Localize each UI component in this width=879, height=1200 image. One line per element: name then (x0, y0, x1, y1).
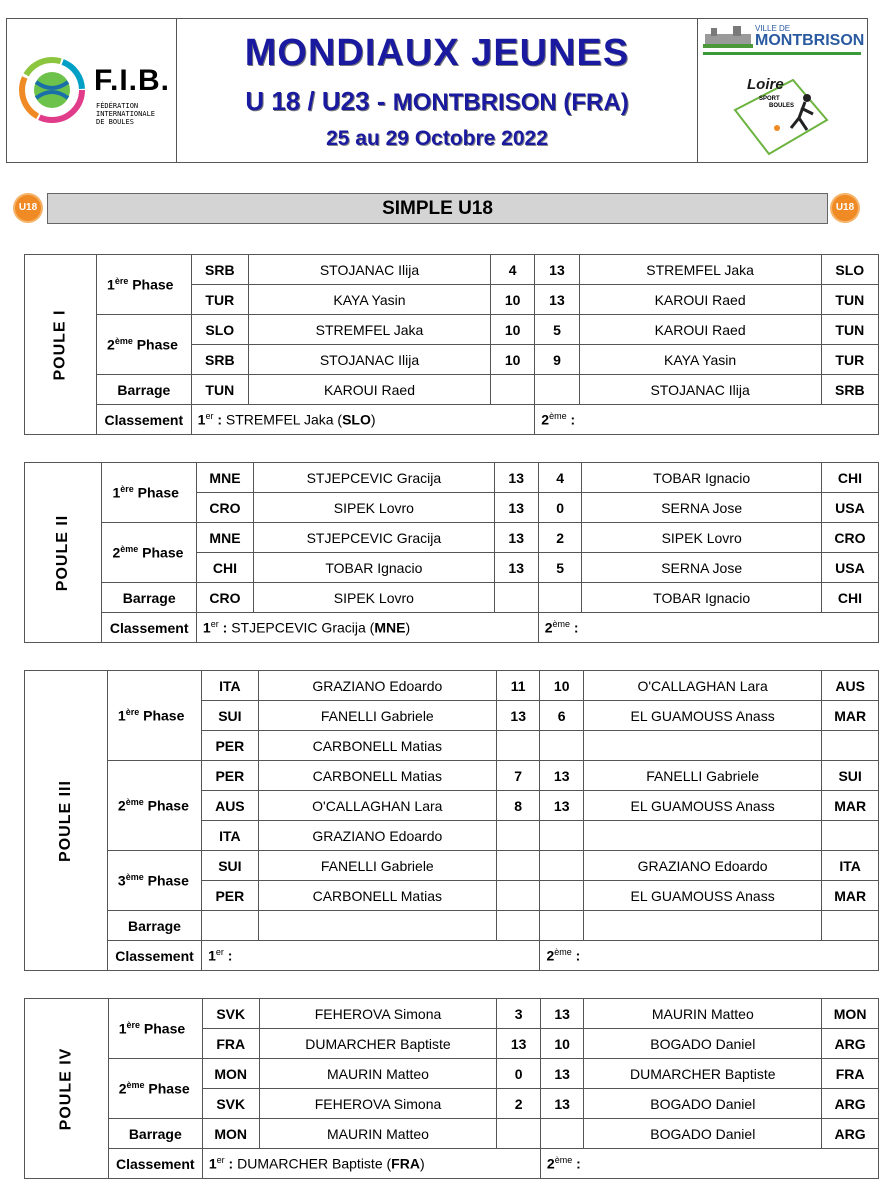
nat-code: SVK (202, 999, 259, 1029)
table-row (25, 1149, 879, 1179)
player-name: MAURIN Matteo (584, 999, 822, 1029)
player-name: GRAZIANO Edoardo (258, 671, 496, 701)
score: 13 (494, 553, 538, 583)
first-place (196, 613, 538, 643)
rank-colon: : (224, 1155, 238, 1172)
rank-num: 2 (546, 947, 555, 964)
score: 4 (538, 463, 582, 493)
score (540, 911, 584, 941)
player-name: GRAZIANO Edoardo (583, 851, 821, 881)
player-name: DUMARCHER Baptiste (259, 1029, 497, 1059)
rank-num: 1 (208, 1155, 217, 1172)
score (540, 851, 584, 881)
phase-label (107, 851, 201, 911)
score: 10 (490, 285, 534, 315)
rank-colon: : (570, 619, 579, 636)
player-name (583, 911, 821, 941)
nat-code: CHI (821, 463, 878, 493)
player-name: STJEPCEVIC Gracija (254, 523, 495, 553)
first-name: STJEPCEVIC Gracija ( (231, 619, 375, 636)
score: 11 (496, 671, 540, 701)
poule-name (25, 671, 108, 971)
fib-logo (14, 42, 174, 138)
poule-name (25, 999, 109, 1179)
phase-label (107, 761, 201, 851)
rank-sup: ème (554, 947, 572, 958)
phase-word: Phase (144, 1080, 190, 1097)
rank-sup: er (216, 1155, 225, 1166)
score (494, 583, 538, 613)
phase-num: 2 (112, 544, 121, 561)
player-name: FEHEROVA Simona (259, 999, 497, 1029)
nat-code: SUI (202, 851, 259, 881)
player-name: TOBAR Ignacio (254, 553, 495, 583)
player-name: TOBAR Ignacio (582, 463, 821, 493)
classement-label: Classement (107, 941, 201, 971)
phase-sup: ème (114, 336, 133, 347)
score (540, 821, 584, 851)
second-place (538, 613, 878, 643)
nat-code: CRO (821, 523, 878, 553)
poule-table (24, 670, 879, 971)
nat-code: TUN (821, 315, 878, 345)
first-place (191, 405, 535, 435)
score: 13 (535, 255, 579, 285)
poule-label: POULE I (51, 308, 69, 381)
nat-code: ARG (822, 1119, 879, 1149)
paren: ) (370, 411, 376, 428)
poule-table (24, 998, 879, 1179)
nat-code: AUS (822, 671, 879, 701)
paren: ) (419, 1155, 425, 1172)
score: 13 (540, 999, 583, 1029)
phase-sup: ère (125, 707, 140, 718)
classement-label: Classement (102, 613, 196, 643)
rank-colon: : (572, 1155, 581, 1172)
phase-num: 1 (112, 484, 121, 501)
phase-num: 1 (118, 1020, 127, 1037)
phase-word: Phase (139, 707, 185, 724)
first-place (202, 941, 540, 971)
score: 10 (540, 1029, 583, 1059)
score (538, 583, 582, 613)
table-row (25, 1059, 879, 1089)
score: 3 (497, 999, 540, 1029)
loire-name: Loire (747, 76, 784, 93)
player-name (258, 911, 496, 941)
poule-label: POULE II (54, 514, 72, 591)
phase-word: Phase (132, 336, 178, 353)
score (496, 911, 540, 941)
score: 10 (490, 345, 534, 375)
phase-word: Phase (133, 484, 179, 501)
event-dates: 25 au 29 Octobre 2022 (326, 127, 548, 150)
score: 10 (490, 315, 534, 345)
montbrison-name: MONTBRISON (755, 32, 865, 49)
nat-code: SRB (821, 375, 878, 405)
player-name: STREMFEL Jaka (248, 315, 490, 345)
score: 2 (497, 1089, 540, 1119)
poule-label: POULE III (56, 779, 74, 862)
phase-word: Phase (140, 1020, 186, 1037)
nat-code (822, 731, 879, 761)
phase-num: 2 (118, 1080, 127, 1097)
nat-code (202, 911, 259, 941)
first-nat: MNE (374, 619, 406, 636)
nat-code: SUI (202, 701, 259, 731)
score: 6 (540, 701, 584, 731)
rank-sup: er (205, 411, 214, 422)
score (490, 375, 534, 405)
phase-word: Phase (143, 797, 189, 814)
nat-code: TUN (821, 285, 878, 315)
rank-num: 1 (202, 619, 211, 636)
nat-code: CRO (196, 493, 253, 523)
nat-code: MNE (196, 523, 253, 553)
nat-code: SLO (191, 315, 248, 345)
player-name: BOGADO Daniel (584, 1029, 822, 1059)
score (540, 1119, 583, 1149)
second-place (535, 405, 879, 435)
category-banner: SIMPLE U18 (47, 193, 828, 224)
score (496, 881, 540, 911)
score: 5 (538, 553, 582, 583)
score: 0 (538, 493, 582, 523)
first-nat: SLO (342, 411, 371, 428)
classement-label: Classement (108, 1149, 202, 1179)
table-row (25, 1119, 879, 1149)
score: 13 (540, 791, 584, 821)
rank-num: 2 (546, 1155, 555, 1172)
fib-letters: F.I.B. (94, 64, 171, 97)
phase-sup: ère (126, 1020, 140, 1031)
u18-badge-left: U18 (15, 195, 41, 221)
score (535, 375, 579, 405)
score (496, 821, 540, 851)
table-row (25, 941, 879, 971)
player-name: SIPEK Lovro (254, 493, 495, 523)
score (497, 1119, 540, 1149)
score: 4 (490, 255, 534, 285)
phase-word: Phase (143, 872, 189, 889)
nat-code: TUR (821, 345, 878, 375)
player-name: KAROUI Raed (579, 285, 821, 315)
player-name: FANELLI Gabriele (583, 761, 821, 791)
phase-sup: ère (120, 484, 134, 495)
score: 13 (494, 463, 538, 493)
phase-num: 1 (107, 276, 115, 293)
barrage-label: Barrage (102, 583, 196, 613)
player-name: FANELLI Gabriele (258, 701, 496, 731)
table-row (25, 583, 879, 613)
score: 13 (535, 285, 579, 315)
score: 13 (494, 523, 538, 553)
first-place (202, 1149, 540, 1179)
second-place (540, 941, 879, 971)
table-row (25, 255, 879, 285)
rank-sup: ème (554, 1155, 573, 1166)
nat-code: MON (822, 999, 879, 1029)
player-name: KAYA Yasin (579, 345, 821, 375)
barrage-label: Barrage (107, 911, 201, 941)
nat-code: TUN (191, 375, 248, 405)
player-name: BOGADO Daniel (584, 1089, 822, 1119)
nat-code: CRO (196, 583, 253, 613)
player-name: FANELLI Gabriele (258, 851, 496, 881)
player-name: KAROUI Raed (579, 315, 821, 345)
nat-code: ITA (822, 851, 879, 881)
nat-code: SRB (191, 345, 248, 375)
score (540, 881, 584, 911)
barrage-label: Barrage (97, 375, 192, 405)
nat-code: ARG (822, 1029, 879, 1059)
phase-label (108, 1059, 202, 1119)
nat-code: CHI (821, 583, 878, 613)
castle-icon (703, 26, 753, 48)
table-row (25, 671, 879, 701)
nat-code (822, 911, 879, 941)
poule-table (24, 462, 879, 643)
nat-code: SUI (822, 761, 879, 791)
rank-sup: er (215, 947, 224, 958)
montbrison-underline (703, 52, 861, 55)
fib-line: DE BOULES (96, 118, 134, 126)
first-name: STREMFEL Jaka ( (225, 411, 343, 428)
loire-logo (733, 70, 829, 158)
score: 9 (535, 345, 579, 375)
phase-num: 3 (117, 872, 126, 889)
score (496, 851, 540, 881)
table-row (25, 375, 879, 405)
score: 13 (540, 1059, 583, 1089)
player-name: EL GUAMOUSS Anass (583, 791, 821, 821)
nat-code: MNE (196, 463, 253, 493)
nat-code: ARG (822, 1089, 879, 1119)
nat-code: FRA (202, 1029, 259, 1059)
player-name: O'CALLAGHAN Lara (258, 791, 496, 821)
table-row (25, 761, 879, 791)
phase-label (102, 523, 196, 583)
rank-colon: : (223, 947, 233, 964)
fib-ball-icon (14, 42, 92, 138)
page-subtitle (177, 86, 697, 117)
nat-code: USA (821, 553, 878, 583)
player-name: FEHEROVA Simona (259, 1089, 497, 1119)
nat-code: PER (202, 731, 259, 761)
score: 7 (496, 761, 540, 791)
nat-code: MAR (822, 701, 879, 731)
phase-label (107, 671, 201, 761)
loire-line: BOULES (769, 103, 795, 109)
rank-sup: er (210, 619, 219, 630)
montbrison-small: VILLE DE (755, 24, 791, 33)
nat-code: MON (202, 1119, 259, 1149)
player-name (583, 821, 821, 851)
player-name: CARBONELL Matias (258, 761, 496, 791)
page-title: MONDIAUX JEUNES (244, 32, 630, 74)
nat-code: TUR (191, 285, 248, 315)
nat-code: SLO (821, 255, 878, 285)
second-place (540, 1149, 878, 1179)
nat-code: SRB (191, 255, 248, 285)
score: 13 (540, 1089, 583, 1119)
phase-sup: ère (114, 276, 129, 287)
player-name: SIPEK Lovro (254, 583, 495, 613)
subtitle-part: MONTBRISON (FRA) (392, 89, 629, 116)
nat-code: MON (202, 1059, 259, 1089)
phase-sup: ème (125, 797, 144, 808)
table-row (25, 405, 879, 435)
score: 10 (540, 671, 584, 701)
score: 13 (496, 701, 540, 731)
table-row (25, 523, 879, 553)
player-name: SERNA Jose (582, 553, 821, 583)
score (540, 731, 584, 761)
rank-colon: : (571, 947, 581, 964)
player-name: MAURIN Matteo (259, 1119, 497, 1149)
montbrison-logo (703, 24, 863, 58)
phase-sup: ème (126, 1080, 145, 1091)
score: 13 (494, 493, 538, 523)
nat-code: PER (202, 881, 259, 911)
nat-code (822, 821, 879, 851)
rank-colon: : (213, 411, 226, 428)
table-row (25, 911, 879, 941)
rank-sup: ème (552, 619, 571, 630)
player-name: STOJANAC Ilija (579, 375, 821, 405)
player-name: STJEPCEVIC Gracija (254, 463, 495, 493)
score: 13 (497, 1029, 540, 1059)
classement-label: Classement (97, 405, 192, 435)
rank-colon: : (218, 619, 232, 636)
phase-num: 2 (107, 336, 115, 353)
player-name: EL GUAMOUSS Anass (583, 881, 821, 911)
nat-code: USA (821, 493, 878, 523)
nat-code: AUS (202, 791, 259, 821)
nat-code: FRA (822, 1059, 879, 1089)
player-name: DUMARCHER Baptiste (584, 1059, 822, 1089)
fib-line: FÉDÉRATION (96, 102, 139, 110)
table-row (25, 613, 879, 643)
nat-code: SVK (202, 1089, 259, 1119)
score (496, 731, 540, 761)
player-name: GRAZIANO Edoardo (258, 821, 496, 851)
phase-label (102, 463, 196, 523)
phase-word: Phase (128, 276, 174, 293)
rank-num: 2 (544, 619, 553, 636)
nat-code: MAR (822, 881, 879, 911)
paren: ) (405, 619, 411, 636)
player-name: STOJANAC Ilija (248, 345, 490, 375)
player-name: KAYA Yasin (248, 285, 490, 315)
barrage-label: Barrage (108, 1119, 202, 1149)
phase-num: 1 (117, 707, 126, 724)
player-name: STREMFEL Jaka (579, 255, 821, 285)
phase-label (97, 315, 192, 375)
score: 0 (497, 1059, 540, 1089)
rank-colon: : (566, 411, 576, 428)
table-row (25, 851, 879, 881)
rank-sup: ème (549, 411, 567, 422)
player-name: STOJANAC Ilija (248, 255, 490, 285)
table-row (25, 999, 879, 1029)
subtitle-part: U 18 / U23 - (245, 86, 393, 116)
nat-code: PER (202, 761, 259, 791)
phase-word: Phase (138, 544, 184, 561)
player-name: TOBAR Ignacio (582, 583, 821, 613)
score: 8 (496, 791, 540, 821)
player-name: BOGADO Daniel (584, 1119, 822, 1149)
nat-code: CHI (196, 553, 253, 583)
player-name: SIPEK Lovro (582, 523, 821, 553)
rank-num: 2 (541, 411, 550, 428)
rank-num: 1 (208, 947, 216, 964)
header-divider (697, 18, 698, 163)
first-name: DUMARCHER Baptiste ( (237, 1155, 392, 1172)
player-name: CARBONELL Matias (258, 881, 496, 911)
phase-sup: ème (125, 872, 144, 883)
fib-full-name (96, 102, 155, 126)
poule-label: POULE IV (57, 1047, 75, 1130)
nat-code: ITA (202, 671, 259, 701)
first-nat: FRA (391, 1155, 420, 1172)
player-name: O'CALLAGHAN Lara (583, 671, 821, 701)
nat-code: MAR (822, 791, 879, 821)
table-row (25, 315, 879, 345)
player-name: SERNA Jose (582, 493, 821, 523)
nat-code: ITA (202, 821, 259, 851)
phase-label (108, 999, 202, 1059)
phase-num: 2 (117, 797, 126, 814)
loire-line: SPORT (759, 96, 780, 102)
player-name (583, 731, 821, 761)
player-name: EL GUAMOUSS Anass (583, 701, 821, 731)
phase-label (97, 255, 192, 315)
score: 13 (540, 761, 584, 791)
player-name: CARBONELL Matias (258, 731, 496, 761)
rank-num: 1 (197, 411, 206, 428)
score: 5 (535, 315, 579, 345)
table-row (25, 463, 879, 493)
poule-name (25, 463, 102, 643)
poule-name (25, 255, 97, 435)
poule-table (24, 254, 879, 435)
phase-sup: ème (120, 544, 139, 555)
player-name: KAROUI Raed (248, 375, 490, 405)
u18-badge-right: U18 (832, 195, 858, 221)
player-name: MAURIN Matteo (259, 1059, 497, 1089)
fib-line: INTERNATIONALE (96, 110, 156, 118)
score: 2 (538, 523, 582, 553)
